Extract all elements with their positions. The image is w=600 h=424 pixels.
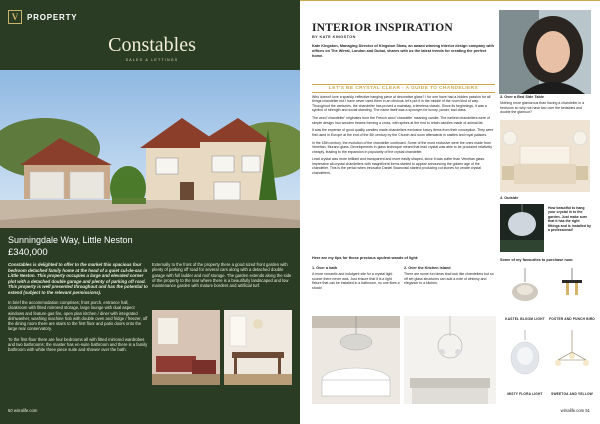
outdoor-chandelier-photo [500, 204, 544, 252]
product-caption: KASTEL BLOOM LIGHT [505, 317, 545, 321]
author-portrait [499, 10, 591, 94]
misty-flora-light-photo [505, 330, 545, 388]
tip-3-text: Nothing more glamorous than having a chandelier in a bedroom so why not have two over the bedsides and double the glamour? [500, 101, 585, 115]
tip-1-text: A more romantic and indulgent site for a crystal light source there never was. Just ensure that it is a light fixture that can be installed in a bathroom, no one likes a shock! [312, 272, 400, 290]
tip-4-heading [500, 196, 590, 202]
favourites-heading: Some of my favourites to purchase now: [500, 258, 574, 262]
magazine-logo-icon: V [8, 10, 22, 24]
tip-3-title: 3. Over a Bed Side Table [500, 95, 545, 99]
property-exterior-paragraph: Externally to the front of the property there a good sized front garden with plenty of parking off road for several cars along with a detached double garage with full ladder and roof storage. The garden extends along the side of the property to the rear where there is a beautifully landscaped and low maintenance garden with mature borders and artificial turf. [152, 262, 292, 289]
product-caption: MISTY FLORA LIGHT [507, 392, 543, 396]
interior-photos [152, 310, 292, 385]
tip-1-title: 1. Over a bath [312, 266, 338, 270]
tip-3 [500, 95, 590, 118]
sweetga-and-yellow-photo [552, 330, 592, 388]
article-paragraph: Lead crystal was more brilliant and transparent and more easily shaped, since it was softer than Venetian glass. Impressive all-crystal chandeliers with magnificent forms started to appear announcing the golden age of the chandelier. This is the period when innovator Daniel Swarovski started producing cut stones for ornate crystal chandeliers. [312, 157, 485, 175]
property-photo [0, 70, 300, 228]
product-caption: SWEETGA AND YELLOW [551, 392, 593, 396]
kastel-bloom-light-photo [505, 268, 545, 314]
tip-1 [312, 266, 400, 294]
tip-4 [548, 206, 592, 236]
property-description-col1 [8, 262, 148, 358]
tip-2 [404, 266, 496, 289]
property-address: Sunningdale Way, Little Neston [8, 235, 133, 245]
product-caption: FOSTER AND PUNCH BIRD [549, 317, 595, 321]
right-page-footer: wirralife.com 51 [560, 408, 590, 413]
top-decor-strip [300, 0, 600, 7]
article-banner: LET'S BE CRYSTAL CLEAR - A GUIDE TO CHANDELIERS [312, 84, 495, 93]
property-section-header [8, 9, 77, 25]
bedside-chandeliers-photo [500, 120, 590, 192]
property-description-col2 [152, 262, 292, 293]
foster-and-punch-bird-photo [552, 268, 592, 314]
agent-logo [106, 34, 198, 62]
property-rooms-paragraph: In brief the accommodation comprises; front porch, entrance hall, cloakroom with fitted mirrored storage, large lounge with dual aspect windows and feature gas fire, open plan kitchen / diner with integrated dishwasher, washing machine hob with double oven and fridge / freezer, off the dining room there are stairs to the first floor and patio doors onto the large rear conservatory. [8, 300, 148, 332]
tip-4-text: How beautiful to hang your crystal in to the garden. Just make sure that it has the right fittings and is installed by a professional! [548, 206, 591, 233]
tips-heading: Here are my tips for those precious opulent wands of light: [312, 256, 419, 260]
article-paragraph: It was the expense of good quality candles made chandeliers exclusive luxury items from their conception. They were first used in Europe at the end of the 4th century by the Church and soon afterwards in castles and royal palaces. [312, 128, 494, 137]
left-page-footer: 50 wirralife.com [8, 408, 38, 413]
article-body [312, 95, 495, 179]
kitchen-chandelier-photo [404, 316, 496, 404]
property-price: £340,000 [8, 247, 48, 258]
article-paragraph: In the 18th century, the evolution of the chandelier continued. Some of the most exclusive were the ones made from Venetian, Murano glass. Developments in glass technique meant that lead crystal was able to be produced relatively cheaply, leading to the expansion in popularity of the crystal chandelier. [312, 140, 492, 154]
section-label: PROPERTY [27, 12, 78, 22]
tip-2-title: 2. Over the Kitchen Island [404, 266, 451, 270]
article-intro: Kate Kingston, Managing Director of Kingston Shaw, an award winning interior design company with offices on The Wirral, London and Dubai, shares with us the latest trends for creating the perfect home. [312, 44, 494, 58]
article-paragraph: The word 'chandelier' originates from the French word 'chandelle' meaning candle. The earliest chandeliers were of simple design: two wooden beams forming a cross, with spikes at the end to retain candles made of animal fat. [312, 116, 490, 125]
property-first-floor-paragraph: To the first floor there are four bedrooms all with fitted mirrored wardrobes and two bathrooms; the master has en-suite bathroom and there is a family bathroom with white three piece suite and shower over the bath. [8, 336, 148, 353]
tip-4-title: 4. Outside [500, 196, 519, 200]
bath-chandelier-photo [312, 316, 400, 404]
agent-tagline: SALES & LETTINGS [125, 58, 179, 62]
interior-inspiration-page [300, 0, 600, 424]
tip-2-text: There are some fun ideas that look like chandeliers but so off set glass structures can add a note of whimsy and elegance to a kitchen. [404, 272, 494, 286]
article-byline: BY KATE KINGSTON [312, 35, 356, 39]
article-paragraph: Who doesn't love a sparkly, reflective hanging piece of decorative glass? I for one have had a hidden passion for all things chandelier but I have never used them in an obvious, let's put it in the middle of the room kind of way. Throughout the centuries, the chandelier has proved a mainstay, a timeless classic. Since its beginnings, it was a symbol of strength and social standing. The name itself was a synonym for luxury, power, and class. [312, 95, 491, 113]
property-intro: Constables is delighted to offer to the market this spacious four bedroom detached family home at the head of a quiet cul-de-sac in Little Neston. This property occupies a large and elevated corner plot with a detached double garage and plenty of parking off road. This property is well presented throughout and has the potential to extend (subject to the relevant permissions). [8, 262, 148, 295]
article-title: INTERIOR INSPIRATION [312, 22, 453, 34]
agent-name: Constables [108, 34, 196, 56]
